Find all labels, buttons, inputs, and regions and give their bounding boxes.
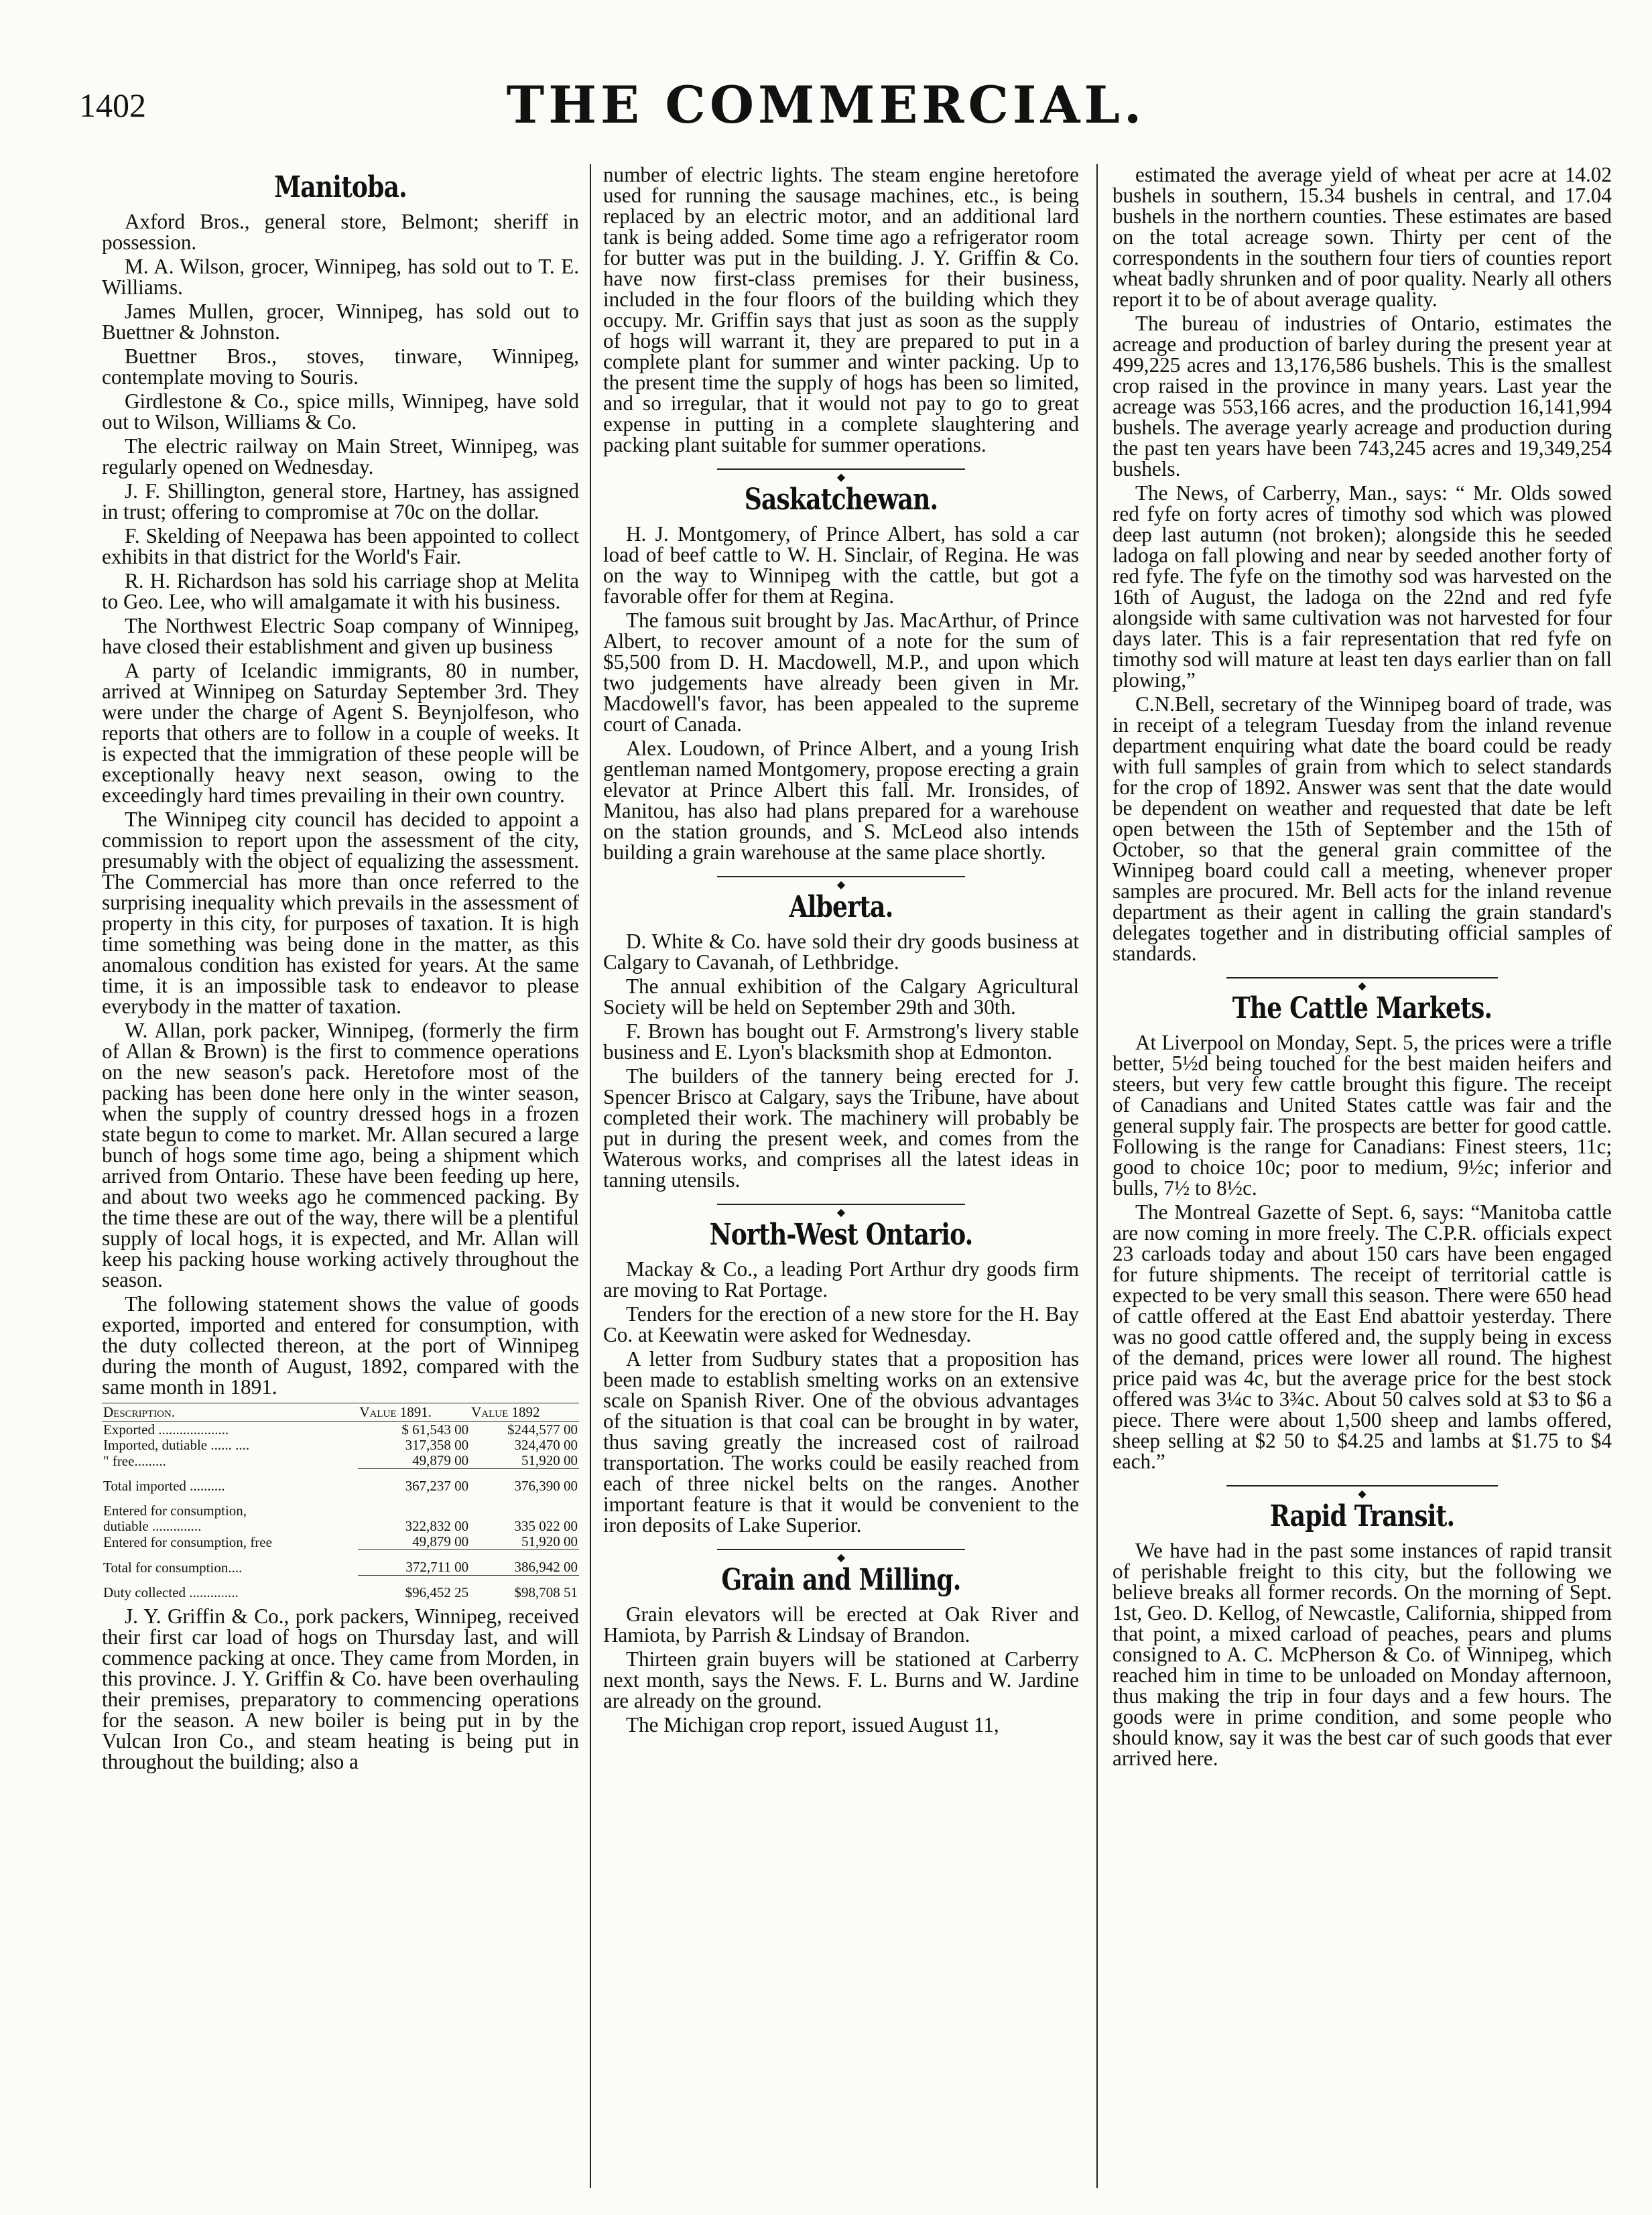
article-paragraph: The following statement shows the value of goods exported, imported and entered for consumption, with the duty collected thereon, at the port of Winnipeg during the month of August, 1892, compared with the same month in 1891. <box>102 1292 579 1399</box>
masthead: THE COMMERCIAL. <box>506 75 1146 135</box>
row-value-1892: 386,942 00 <box>470 1550 579 1576</box>
row-value-1892: 335 022 00 <box>514 1518 578 1534</box>
article-paragraph: The famous suit brought by Jas. MacArthur, of Prince Albert, to recover amount of a note for the sum of $5,500 from D. H. Macdowell, M.P., and upon which two judgements have already been given in Mr. Macdowell's favor, has been appealed to the supreme court of Canada. <box>603 609 1079 736</box>
article-paragraph: Tenders for the erection of a new store for the H. Bay Co. at Keewatin were asked for Wednesday. <box>603 1302 1079 1346</box>
table-row <box>102 1453 579 1469</box>
section-title-cattle-markets: The Cattle Markets. <box>1232 991 1492 1025</box>
row-value-1891 <box>358 1494 470 1519</box>
row-value-1891: $96,452 25 <box>358 1576 470 1601</box>
column-1 <box>102 164 579 2188</box>
row-value-1892: 376,390 00 <box>470 1469 579 1495</box>
column-rule <box>590 164 591 2188</box>
article-paragraph: The Michigan crop report, issued August 11, <box>626 1713 999 1736</box>
manitoba-articles-continued <box>102 1606 579 1772</box>
row-value-1891: 49,879 00 <box>412 1533 469 1549</box>
article-paragraph: The electric railway on Main Street, Winnipeg, was regularly opened on Wednesday. <box>102 434 579 479</box>
article-paragraph: estimated the average yield of wheat per acre at 14.02 bushels in southern, 15.34 bushels in central, and 17.04 bushels in the northern counties. These estimates are based on the total acreage sown. Thirty per cent of the correspondents in the southern four tiers of counties report wheat badly shrunken and of poor quality. Nearly all others report it to be of about average quality. <box>1113 164 1612 311</box>
row-description: Total imported .......... <box>103 1478 225 1494</box>
row-description: Duty collected .............. <box>103 1584 239 1600</box>
article-paragraph: We have had in the past some instances of rapid transit of perishable freight to this city, but the following we believe breaks all former records. On the morning of Sept. 1st, Geo. D. Kellog, of Newcastle, California, shipped from that point, a mixed carload of peaches, pears and plums consigned to A. C. McPherson & Co. of Winnipeg, which reached him in time to be unloaded on Monday afternoon, thus making the trip in four days and a few hours. The goods were in prime condition, and some people who should know, say it was the best car of such goods that ever arrived here. <box>1113 1539 1612 1770</box>
article-paragraph: F. Skelding of Neepawa has been appointed to collect exhibits in that district for the World's Fair. <box>102 524 579 568</box>
row-description: Total for consumption.... <box>103 1559 243 1576</box>
article-paragraph: The Northwest Electric Soap company of Winnipeg, have closed their establishment and given up business <box>102 614 579 658</box>
article-paragraph: M. A. Wilson, grocer, Winnipeg, has sold out to T. E. Williams. <box>102 255 579 299</box>
article-paragraph: Grain elevators will be erected at Oak River and Hamiota, by Parrish & Lindsay of Brandon. <box>603 1602 1079 1647</box>
article-paragraph: W. Allan, pork packer, Winnipeg, (formerly the firm of Allan & Brown) is the first to commence operations on the new season's pack. Heretofore most of the packing has been done here only in the winter season, when the supply of country dressed hogs in a frozen state begun to come to market. Mr. Allan secured a large bunch of hogs some time ago, being a shipment which arrived from Ontario. These have been feeding up here, and about two weeks ago he commenced packing. By the time these are out of the way, there will be a plentiful supply of local hogs, it is expected, and Mr. Allan will keep his packing house working actively throughout the season. <box>102 1019 579 1291</box>
section-title-rapid-transit: Rapid Transit. <box>1269 1499 1455 1533</box>
row-value-1892: 51,920 00 <box>521 1452 578 1468</box>
saskatchewan-articles <box>603 523 1079 863</box>
column-rule <box>1096 164 1098 2188</box>
article-paragraph: number of electric lights. The steam engine heretofore used for running the sausage machines, etc., is being replaced by an electric motor, and an additional lard tank is being added. Some time ago a refrigerator room for butter was put in the building. J. Y. Griffin & Co. have now first-class premises for their business, included in the four floors of the building which they occupy. Mr. Griffin says that just as soon as the supply of hogs will warrant it, they are prepared to put in a complete plant for summer and winter packing. Up to the present time the supply of hogs has been so limited, and so irregular, that it would not pay to go to great expense in putting in a complete slaughtering and packing plant suitable for summer operations. <box>603 164 1079 456</box>
section-title-alberta: Alberta. <box>789 890 893 924</box>
row-value-1892: $98,708 51 <box>470 1576 579 1601</box>
article-paragraph: Girdlestone & Co., spice mills, Winnipeg, have sold out to Wilson, Williams & Co. <box>102 389 579 434</box>
section-divider: ◆ <box>603 1543 1079 1556</box>
cattle-market-articles <box>1113 1032 1612 1472</box>
section-title-grain-and-milling: Grain and Milling. <box>721 1563 961 1597</box>
table-header-value-1892: Value 1892 <box>470 1403 579 1422</box>
article-paragraph: C.N.Bell, secretary of the Winnipeg board of trade, was in receipt of a telegram Tuesday from the inland revenue department enquiring what date the board could be ready with full samples of grain from which to select standards for the crop of 1892. Answer was sent that the date would be dependent on weather and requested that date be left open between the 15th of September and the 15th of October, so that the general grain committee of the Winnipeg board could call a meeting, whenever proper samples are procured. Mr. Bell acts for the inland revenue department as their agent in calling the grain standard's delegates together and in distributing official samples of standards. <box>1113 692 1612 965</box>
column-3 <box>1113 164 1612 2188</box>
table-row <box>102 1438 579 1453</box>
table-row <box>102 1550 579 1576</box>
row-value-1891: 322,832 00 <box>405 1518 469 1534</box>
section-title-saskatchewan: Saskatchewan. <box>744 483 938 517</box>
article-paragraph: The annual exhibition of the Calgary Agricultural Society will be held on September 29th and 30th. <box>603 974 1079 1019</box>
article-paragraph: Mackay & Co., a leading Port Arthur dry goods firm are moving to Rat Portage. <box>603 1257 1079 1302</box>
crop-report-articles <box>1113 164 1612 964</box>
section-divider: ◆ <box>1113 1480 1612 1492</box>
table-row <box>102 1576 579 1601</box>
grain-and-milling-articles <box>603 1604 1079 1735</box>
article-paragraph: A letter from Sudbury states that a proposition has been made to establish smelting works on an extensive scale on Spanish River. One of the obvious advantages of the situation is that coal can be brought in by water, thus saving greatly the increased cost of railroad transportation. The works could be easily reached from each of three nickel belts on the ranges. Another important feature is that it would be convenient to the iron deposits of Lake Superior. <box>603 1347 1079 1537</box>
article-paragraph: F. Brown has bought out F. Armstrong's livery stable business and E. Lyon's blacksmith shop at Edmonton. <box>603 1019 1079 1064</box>
rapid-transit-articles <box>1113 1540 1612 1769</box>
row-value-1891: 317,358 00 <box>405 1437 469 1453</box>
section-title-manitoba: Manitoba. <box>274 170 407 204</box>
table-row <box>102 1469 579 1495</box>
table-header-description: Description. <box>102 1403 358 1422</box>
row-value-1891: 367,237 00 <box>358 1469 470 1495</box>
table-header-value-1891: Value 1891. <box>358 1403 470 1422</box>
article-paragraph: A party of Icelandic immigrants, 80 in number, arrived at Winnipeg on Saturday September 3rd. They were under the charge of Agent S. Beynjolfeson, who reports that others are to follow in a couple of weeks. It is expected that the immigration of these people will be exceptionally heavy next season, owing to the exceedingly hard times prevailing in their own country. <box>102 659 579 807</box>
section-divider: ◆ <box>603 1198 1079 1210</box>
article-paragraph: Buettner Bros., stoves, tinware, Winnipeg, contemplate moving to Souris. <box>102 344 579 389</box>
article-paragraph: Alex. Loudown, of Prince Albert, and a young Irish gentleman named Montgomery, propose erecting a grain elevator at Prince Albert this fall. Mr. Ironsides, of Manitou, has also had plans prepared for a warehouse on the station grounds, and S. McLeod also intends building a grain warehouse at the same place shortly. <box>603 737 1079 864</box>
table-row <box>102 1534 579 1550</box>
article-paragraph: James Mullen, grocer, Winnipeg, has sold out to Buettner & Johnston. <box>102 300 579 344</box>
article-paragraph: J. F. Shillington, general store, Hartney, has assigned in trust; offering to compromise at 70c on the dollar. <box>102 479 579 523</box>
section-divider: ◆ <box>1113 972 1612 984</box>
article-paragraph: The Winnipeg city council has decided to appoint a commission to report upon the assessment of the city, presumably with the object of equalizing the assessment. The Commercial has more than once referred to the surprising inequality which prevails in the assessment of property in this city, for purposes of taxation. It is high time something was being done in the matter, as this anomalous condition has existed for years. At the same time, it is an impossible task to endeavor to please everybody in the matter of taxation. <box>102 808 579 1018</box>
row-description: " free......... <box>103 1452 166 1469</box>
article-paragraph: The News, of Carberry, Man., says: “ Mr. Olds sowed red fyfe on forty acres of timothy sod which was plowed deep last autumn (not broken); alongside this he seeded ladoga on fall plowing and near by seeded another forty of red fyfe. The fyfe on the timothy sod was harvested on the 16th of August, the ladoga on the 22nd and red fyfe alongside with same cultivation was not harvested for four days later. This is a fair representation that red fyfe on timothy sod will mature at least ten days earlier than on fall plowing,” <box>1113 481 1612 692</box>
row-value-1891: 49,879 00 <box>412 1452 469 1468</box>
table-row <box>102 1422 579 1438</box>
section-divider: ◆ <box>603 463 1079 475</box>
alberta-articles <box>603 931 1079 1190</box>
row-description: Entered for consumption, <box>103 1503 247 1519</box>
page-number: 1402 <box>79 86 146 124</box>
row-value-1891: $ 61,543 00 <box>401 1421 469 1438</box>
article-paragraph: J. Y. Griffin & Co., pork packers, Winnipeg, received their first car load of hogs on Thursday last, and will commence packing at once. They came from Morden, in this province. J. Y. Griffin & Co. have been overhauling their premises, preparatory to commencing operations for the season. A new boiler is being put in by the Vulcan Iron Co., and steam heating is being put in throughout the building; also a <box>102 1604 579 1773</box>
article-paragraph: The bureau of industries of Ontario, estimates the acreage and production of barley during the present year at 499,225 acres and 13,176,586 bushels. This is the smallest crop raised in the province in many years. Last year the acreage was 553,166 acres, and the production 16,141,994 bushels. The average yearly acreage and production during the past ten years have been 743,245 acres and 19,349,254 bushels. <box>1113 312 1612 481</box>
article-paragraph: The builders of the tannery being erected for J. Spencer Brisco at Calgary, says the Tribune, have about completed their work. The machinery will probably be put in during the present week, and comes from the Waterous works, and comprises all the latest ideas in tanning utensils. <box>603 1064 1079 1192</box>
table-row <box>102 1519 579 1534</box>
row-value-1892 <box>470 1494 579 1519</box>
article-paragraph: D. White & Co. have sold their dry goods business at Calgary to Cavanah, of Lethbridge. <box>603 930 1079 974</box>
article-paragraph: R. H. Richardson has sold his carriage shop at Melita to Geo. Lee, who will amalgamate it with his business. <box>102 569 579 613</box>
section-title-north-west-ontario: North-West Ontario. <box>709 1218 973 1252</box>
column-2 <box>603 164 1079 2188</box>
article-paragraph: Axford Bros., general store, Belmont; sheriff in possession. <box>102 210 579 254</box>
row-value-1892: 324,470 00 <box>514 1437 578 1453</box>
row-value-1891: 372,711 00 <box>358 1550 470 1576</box>
table-row <box>102 1494 579 1519</box>
section-divider: ◆ <box>603 871 1079 883</box>
article-paragraph: At Liverpool on Monday, Sept. 5, the prices were a trifle better, 5½d being touched for the best maiden heifers and steers, but very few cattle brought this figure. The receipt of Canadians and United States cattle was fair and the general supply fair. The prospects are better for good cattle. Following is the range for Canadians: Finest steers, 11c; good to choice 10c; poor to medium, 9½c; inferior and bulls, 7½ to 8½c. <box>1113 1031 1612 1200</box>
row-value-1892: 51,920 00 <box>521 1533 578 1549</box>
row-value-1892: $244,577 00 <box>507 1421 578 1438</box>
article-paragraph: H. J. Montgomery, of Prince Albert, has sold a car load of beef cattle to W. H. Sinclair, of Regina. He was on the way to Winnipeg with the cattle, but got a favorable offer for them at Regina. <box>603 522 1079 608</box>
row-description: dutiable .............. <box>103 1518 202 1534</box>
article-paragraph: Thirteen grain buyers will be stationed at Carberry next month, says the News. F. L. Burns and W. Jardine are already on the ground. <box>603 1647 1079 1712</box>
manitoba-articles <box>102 211 579 1397</box>
row-description: Entered for consumption, free <box>103 1533 272 1550</box>
row-description: Imported, dutiable ...... .... <box>103 1437 250 1453</box>
row-description: Exported .................... <box>103 1421 229 1438</box>
customs-table <box>102 1403 579 1600</box>
article-paragraph: The Montreal Gazette of Sept. 6, says: “Manitoba cattle are now coming in more freely. The C.P.R. officials expect 23 carloads today and about 150 cars have been engaged for future shipments. The receipt of territorial cattle is expected to be very small this season. There were 650 head of cattle offered at the East End abattoir yesterday. There was no good cattle offered and, the supply being in excess of the demand, prices were lower all round. The highest price paid was 4c, but the average price for the best stock offered was 3¼c to 3¾c. About 50 calves sold at $3 to $6 a piece. There were about 1,500 sheep and lambs offered, sheep selling at $2 50 to $4.25 and lambs at $1.75 to $4 each.” <box>1113 1200 1612 1473</box>
north-west-ontario-articles <box>603 1259 1079 1535</box>
